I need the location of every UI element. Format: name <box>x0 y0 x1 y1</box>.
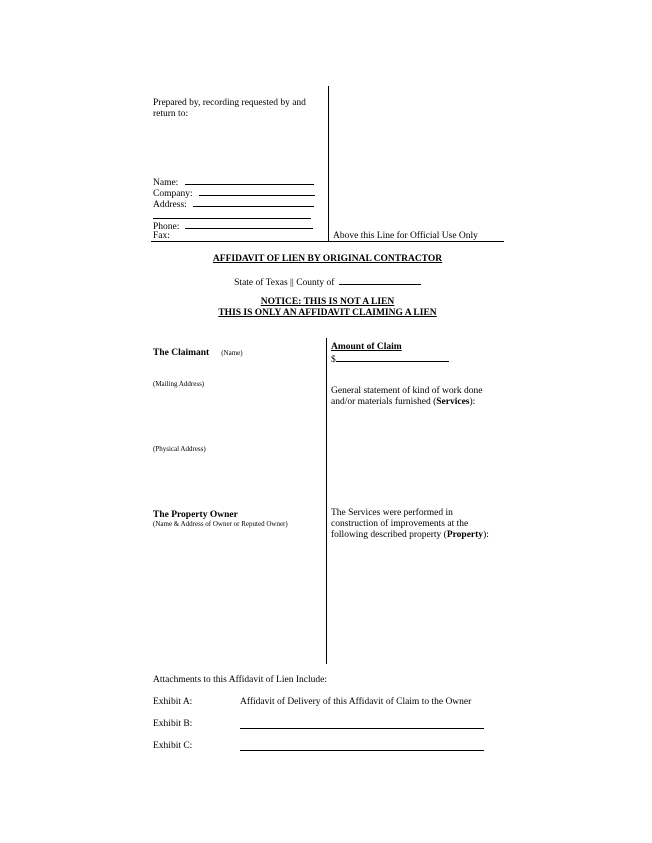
header-divider <box>328 86 329 242</box>
fax-label: Fax: <box>153 231 170 241</box>
notice-line-2: THIS IS ONLY AN AFFIDAVIT CLAIMING A LIEN <box>218 308 437 318</box>
phone-label: Phone: <box>153 222 180 232</box>
amount-blank[interactable] <box>336 353 449 362</box>
company-blank[interactable] <box>199 187 315 196</box>
state-county-text: State of Texas || County of <box>234 278 335 288</box>
name-label: Name: <box>153 178 179 188</box>
address-blank-line-2[interactable] <box>153 218 311 219</box>
property-suffix: ): <box>483 530 489 540</box>
company-label: Company: <box>153 189 193 199</box>
claimant-name-hint: (Name) <box>221 349 243 357</box>
notice-line-1: NOTICE: THIS IS NOT A LIEN <box>260 297 395 307</box>
property-line-3 <box>331 530 489 541</box>
property-prefix: following described property ( <box>331 530 447 540</box>
address-label: Address: <box>153 200 187 210</box>
dollar-sign: $ <box>331 355 336 365</box>
phone-field[interactable] <box>153 220 313 233</box>
exhibit-a-text: Affidavit of Delivery of this Affidavit of Claim to the Owner <box>240 697 472 707</box>
physical-address-hint: (Physical Address) <box>153 445 206 453</box>
services-line-1: General statement of kind of work done <box>331 386 483 396</box>
property-line-1: The Services were performed in <box>331 508 453 518</box>
prepared-by-text: Prepared by, recording requested by and return to: <box>153 98 306 119</box>
property-bold: Property <box>446 530 484 540</box>
exhibit-c-blank[interactable] <box>240 750 484 751</box>
document-title: AFFIDAVIT OF LIEN BY ORIGINAL CONTRACTOR <box>212 254 443 264</box>
property-line-2: construction of improvements at the <box>331 519 469 529</box>
amount-heading: Amount of Claim <box>331 342 402 352</box>
exhibit-a-label: Exhibit A: <box>153 697 193 707</box>
services-prefix: and/or materials furnished ( <box>331 397 437 407</box>
exhibit-c-label: Exhibit C: <box>153 741 193 751</box>
address-blank[interactable] <box>193 198 314 207</box>
services-suffix: ): <box>469 397 476 407</box>
amount-field[interactable] <box>331 353 449 366</box>
services-line-2 <box>331 397 475 408</box>
attachments-intro: Attachments to this Affidavit of Lien Include: <box>153 675 327 685</box>
exhibit-b-blank[interactable] <box>240 728 484 729</box>
owner-hint: (Name & Address of Owner or Reputed Owner) <box>153 520 288 528</box>
county-blank[interactable] <box>339 276 421 285</box>
phone-blank[interactable] <box>185 220 313 229</box>
claimant-heading-row <box>153 342 243 360</box>
address-field[interactable] <box>153 198 314 211</box>
owner-heading: The Property Owner <box>153 510 238 520</box>
mailing-address-hint: (Mailing Address) <box>153 380 205 388</box>
exhibit-b-label: Exhibit B: <box>153 719 193 729</box>
official-use-label: Above this Line for Official Use Only <box>333 231 478 241</box>
state-county-line <box>151 276 504 289</box>
claimant-heading: The Claimant <box>153 348 210 358</box>
name-blank[interactable] <box>185 176 314 185</box>
fax-field[interactable] <box>153 231 170 242</box>
services-bold: Services <box>436 397 470 407</box>
column-divider <box>326 338 327 664</box>
